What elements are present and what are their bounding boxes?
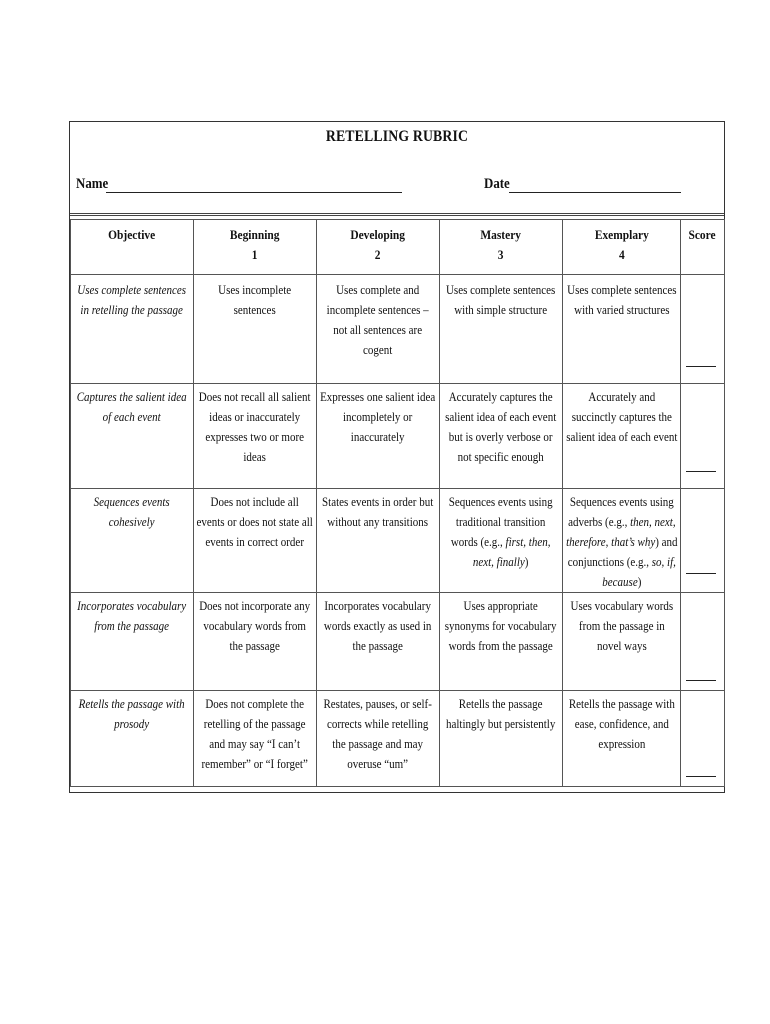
objective-cell: Sequences events cohesively	[71, 489, 194, 593]
exemplary-cell: Uses vocabulary words from the passage in novel ways	[563, 593, 681, 691]
name-label: Name	[76, 176, 109, 192]
header-divider	[70, 213, 724, 214]
developing-cell: States events in order but without any transitions	[317, 489, 440, 593]
beginning-cell: Uses incomplete sentences	[194, 275, 317, 384]
score-line[interactable]	[686, 471, 716, 472]
objective-cell: Captures the salient idea of each event	[71, 384, 194, 489]
score-line[interactable]	[686, 776, 716, 777]
exemplary-cell: Sequences events using adverbs (e.g., then, next, therefore, that’s why) and conjunctions (e.g., so, if, because)	[563, 489, 681, 593]
beginning-cell: Does not incorporate any vocabulary words from the passage	[194, 593, 317, 691]
header-objective: Objective	[71, 220, 194, 275]
header-mastery: Mastery 3	[440, 220, 563, 275]
header-score: Score	[681, 220, 725, 275]
table-row	[71, 593, 725, 691]
date-label: Date	[484, 176, 510, 192]
mastery-cell: Uses complete sentences with simple structure	[440, 275, 563, 384]
developing-cell: Incorporates vocabulary words exactly as used in the passage	[317, 593, 440, 691]
mastery-cell: Sequences events using traditional transition words (e.g., first, then, next, finally)	[440, 489, 563, 593]
table-row	[71, 275, 725, 384]
date-field-line[interactable]	[509, 192, 681, 193]
rubric-header	[70, 122, 724, 216]
exemplary-cell: Accurately and succinctly captures the salient idea of each event	[563, 384, 681, 489]
score-cell[interactable]	[681, 384, 725, 489]
developing-cell: Uses complete and incomplete sentences – not all sentences are cogent	[317, 275, 440, 384]
header-row	[71, 220, 725, 275]
mastery-cell: Accurately captures the salient idea of each event but is overly verbose or not specific enough	[440, 384, 563, 489]
objective-cell: Incorporates vocabulary from the passage	[71, 593, 194, 691]
score-cell[interactable]	[681, 275, 725, 384]
table-row	[71, 384, 725, 489]
developing-cell: Expresses one salient idea incompletely or inaccurately	[317, 384, 440, 489]
header-beginning: Beginning 1	[194, 220, 317, 275]
score-line[interactable]	[686, 366, 716, 367]
beginning-cell: Does not complete the retelling of the passage and may say “I can’t remember” or “I forget”	[194, 691, 317, 787]
beginning-cell: Does not include all events or does not state all events in correct order	[194, 489, 317, 593]
score-cell[interactable]	[681, 489, 725, 593]
page-title: RETELLING RUBRIC	[325, 128, 469, 145]
table-row	[71, 691, 725, 787]
score-line[interactable]	[686, 573, 716, 574]
name-field-line[interactable]	[106, 192, 402, 193]
developing-cell: Restates, pauses, or self-corrects while retelling the passage and may overuse “um”	[317, 691, 440, 787]
table-row	[71, 489, 725, 593]
rubric-sheet	[69, 121, 725, 793]
objective-cell: Retells the passage with prosody	[71, 691, 194, 787]
score-cell[interactable]	[681, 593, 725, 691]
mastery-cell: Uses appropriate synonyms for vocabulary words from the passage	[440, 593, 563, 691]
score-line[interactable]	[686, 680, 716, 681]
score-cell[interactable]	[681, 691, 725, 787]
mastery-cell: Retells the passage haltingly but persistently	[440, 691, 563, 787]
header-exemplary: Exemplary 4	[563, 220, 681, 275]
rubric-table	[70, 219, 725, 787]
beginning-cell: Does not recall all salient ideas or inaccurately expresses two or more ideas	[194, 384, 317, 489]
exemplary-cell: Uses complete sentences with varied structures	[563, 275, 681, 384]
objective-cell: Uses complete sentences in retelling the passage	[71, 275, 194, 384]
header-developing: Developing 2	[317, 220, 440, 275]
exemplary-cell: Retells the passage with ease, confidence, and expression	[563, 691, 681, 787]
